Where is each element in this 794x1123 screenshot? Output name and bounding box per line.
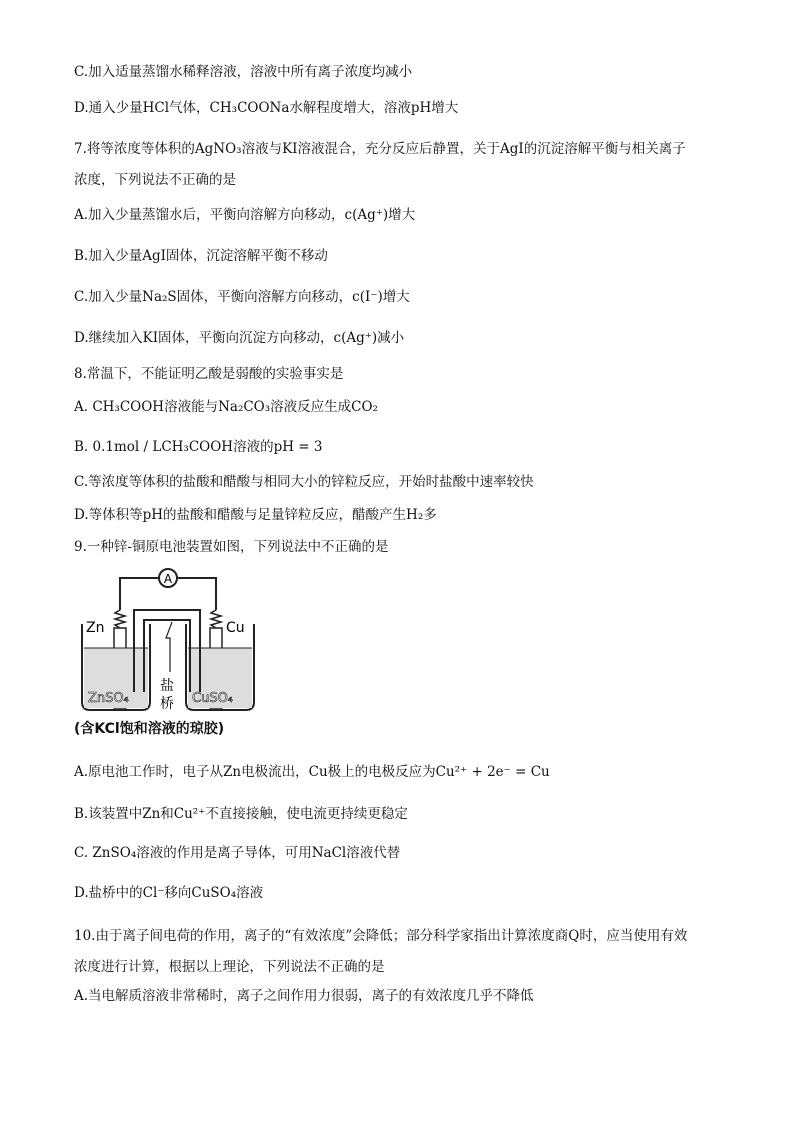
svg-text:桥: 桥	[160, 696, 174, 712]
svg-text:Cu: Cu	[226, 620, 245, 636]
svg-text:Zn: Zn	[86, 620, 105, 636]
q7-option-a: A.加入少量蒸馏水后，平衡向溶解方向移动，c(Ag⁺)增大	[74, 207, 416, 223]
svg-text:盐: 盐	[160, 678, 174, 694]
svg-text:CuSO₄: CuSO₄	[192, 691, 234, 706]
q10-stem-line1: 10.由于离子间电荷的作用，离子的“有效浓度”会降低；部分科学家指出计算浓度商Q时，应当使用有效	[74, 928, 688, 944]
q7-stem-line2: 浓度，下列说法不正确的是	[74, 172, 236, 188]
q7-option-d: D.继续加入KI固体，平衡向沉淀方向移动，c(Ag⁺)减小	[74, 330, 405, 346]
q8-option-b: B. 0.1mol / LCH₃COOH溶液的pH = 3	[74, 439, 323, 455]
q8-stem: 8.常温下，不能证明乙酸是弱酸的实验事实是	[74, 366, 344, 382]
q9-option-b: B.该装置中Zn和Cu²⁺不直接接触，使电流更持续更稳定	[74, 806, 408, 822]
svg-text:A: A	[163, 572, 173, 586]
q10-stem-line2: 浓度进行计算，根据以上理论，下列说法不正确的是	[74, 959, 385, 975]
q7-stem-line1: 7.将等浓度等体积的AgNO₃溶液与KI溶液混合，充分反应后静置，关于AgI的沉淀溶解平衡与相关离子	[74, 141, 686, 157]
q9-stem: 9.一种锌-铜原电池装置如图，下列说法中不正确的是	[74, 539, 389, 555]
q10-option-a: A.当电解质溶液非常稀时，离子之间作用力很弱，离子的有效浓度几乎不降低	[74, 988, 534, 1004]
q8-option-c: C.等浓度等体积的盐酸和醋酸与相同大小的锌粒反应，开始时盐酸中速率较快	[74, 474, 534, 490]
q9-option-d: D.盐桥中的Cl⁻移向CuSO₄溶液	[74, 885, 264, 901]
q7-option-c: C.加入少量Na₂S固体，平衡向溶解方向移动，c(I⁻)增大	[74, 289, 410, 305]
q6-option-c: C.加入适量蒸馏水稀释溶液，溶液中所有离子浓度均减小	[74, 64, 413, 80]
q8-option-d: D.等体积等pH的盐酸和醋酸与足量锌粒反应，醋酸产生H₂多	[74, 507, 437, 523]
q8-option-a: A. CH₃COOH溶液能与Na₂CO₃溶液反应生成CO₂	[74, 399, 378, 415]
q9-option-a: A.原电池工作时，电子从Zn电极流出，Cu极上的电极反应为Cu²⁺ + 2e⁻ = Cu	[74, 764, 550, 780]
q7-option-b: B.加入少量AgI固体，沉淀溶解平衡不移动	[74, 248, 328, 264]
q6-option-d: D.通入少量HCl气体，CH₃COONa水解程度增大，溶液pH增大	[74, 100, 459, 116]
figure-caption: (含KCl饱和溶液的琼胶)	[74, 721, 225, 737]
svg-text:ZnSO₄: ZnSO₄	[88, 691, 129, 706]
q9-option-c: C. ZnSO₄溶液的作用是离子导体，可用NaCl溶液代替	[74, 845, 401, 861]
